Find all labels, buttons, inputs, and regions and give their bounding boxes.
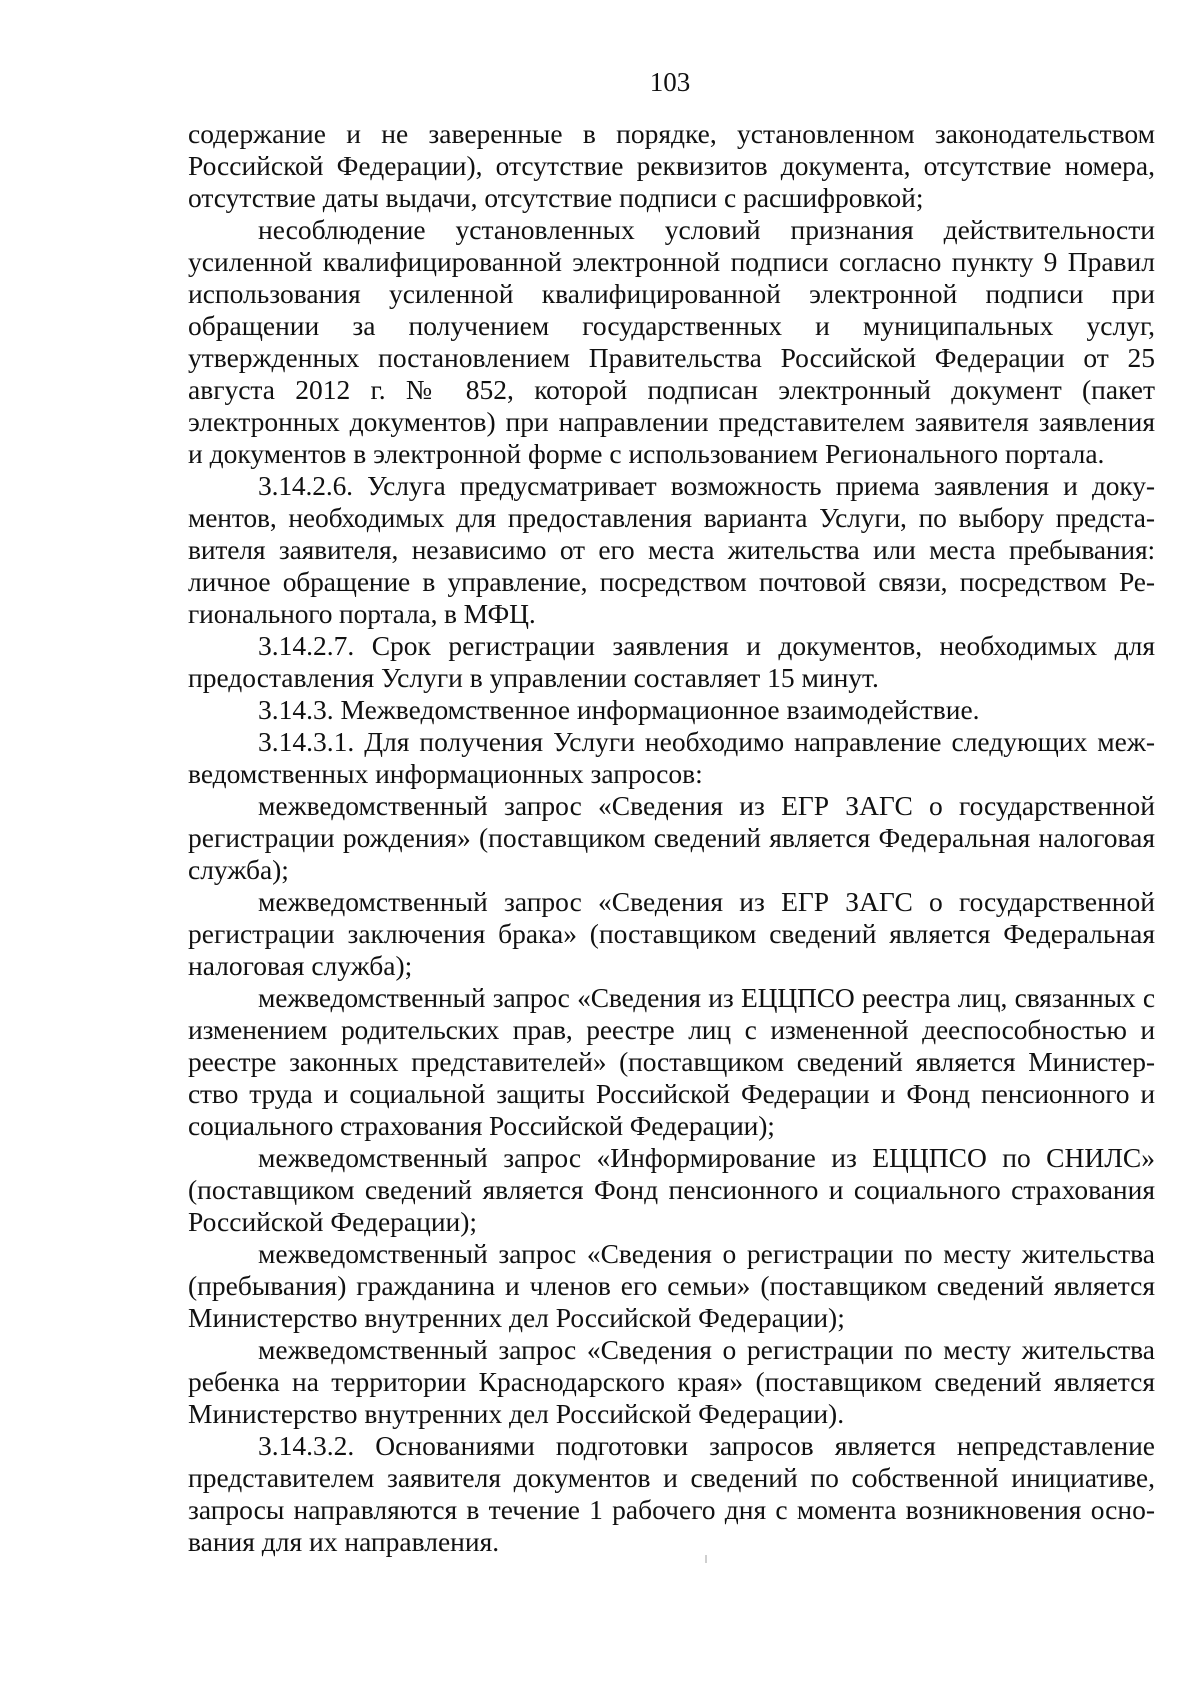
paragraph-signature-noncompliance: несоблюдение установленных условий признания действительности усиленной квалифицированной электронной подписи согласно пункту 9 Правил использования усиленной квалифицированной электронной подписи при обращении за получением государственных и муниципальных услуг, утвержденных постановлением Правительства Российской Федерации от 25 августа 2012 г. № 852, которой подписан электронный документ (пакет электронных документов) при направлении представителем заявителя заявления и документов в электронной форме с использованием Регионального портала. — [188, 214, 1155, 469]
document-body — [188, 118, 1155, 1558]
paragraph-requirements-continuation: содержание и не заверенные в порядке, установленном законодательством Российской Федерации), отсутствие реквизитов документа, отсутствие номера, отсутствие даты выдачи, отсутствие подписи с расшифровкой; — [188, 118, 1155, 213]
paragraph-3-14-2-6: 3.14.2.6. Услуга предусматривает возможность приема заявления и документов, необходимых для предоставления варианта Услуги, по выбору представителя заявителя, независимо от его места жительства или места пребывания: личное обращение в управление, посредством почтовой связи, посредством Регионального портала, в МФЦ. — [188, 470, 1155, 629]
paragraph-3-14-3-heading: 3.14.3. Межведомственное информационное взаимодействие. — [258, 694, 980, 725]
paragraph-3-14-3-1: 3.14.3.1. Для получения Услуги необходимо направление следующих межведомственных информационных запросов: — [188, 726, 1155, 789]
paragraph-request-residence-child: межведомственный запрос «Сведения о регистрации по месту жительства ребенка на территории Краснодарского края» (поставщиком сведений является Министерство внутренних дел Российской Федерации). — [188, 1334, 1155, 1429]
paragraph-3-14-2-7: 3.14.2.7. Срок регистрации заявления и документов, необходимых для предоставления Услуги в управлении составляет 15 минут. — [188, 630, 1155, 693]
scan-artifact — [705, 1555, 707, 1563]
paragraph-request-ecpso-registries: межведомственный запрос «Сведения из ЕЦЦПСО реестра лиц, связанных с изменением родительских прав, реестре лиц с измененной дееспособностью и реестре законных представителей» (поставщиком сведений является Министерство труда и социальной защиты Российской Федерации и Фонд пенсионного и социального страхования Российской Федерации); — [188, 982, 1155, 1141]
page-number: 103 — [649, 67, 691, 97]
paragraph-request-snils: межведомственный запрос «Информирование из ЕЦЦПСО по СНИЛС» (поставщиком сведений является Фонд пенсионного и социального страхования Российской Федерации); — [188, 1142, 1155, 1237]
paragraph-request-marriage-registration: межведомственный запрос «Сведения из ЕГР ЗАГС о государственной регистрации заключения брака» (поставщиком сведений является Федеральная налоговая служба); — [188, 886, 1155, 981]
paragraph-request-birth-registration: межведомственный запрос «Сведения из ЕГР ЗАГС о государственной регистрации рождения» (поставщиком сведений является Федеральная налоговая служба); — [188, 790, 1155, 885]
paragraph-3-14-3-2: 3.14.3.2. Основаниями подготовки запросов является непредставление представителем заявителя документов и сведений по собственной инициативе, запросы направляются в течение 1 рабочего дня с момента возникновения основания для их направления. — [188, 1430, 1155, 1557]
paragraph-request-residence-family: межведомственный запрос «Сведения о регистрации по месту жительства (пребывания) гражданина и членов его семьи» (поставщиком сведений является Министерство внутренних дел Российской Федерации); — [188, 1238, 1155, 1333]
